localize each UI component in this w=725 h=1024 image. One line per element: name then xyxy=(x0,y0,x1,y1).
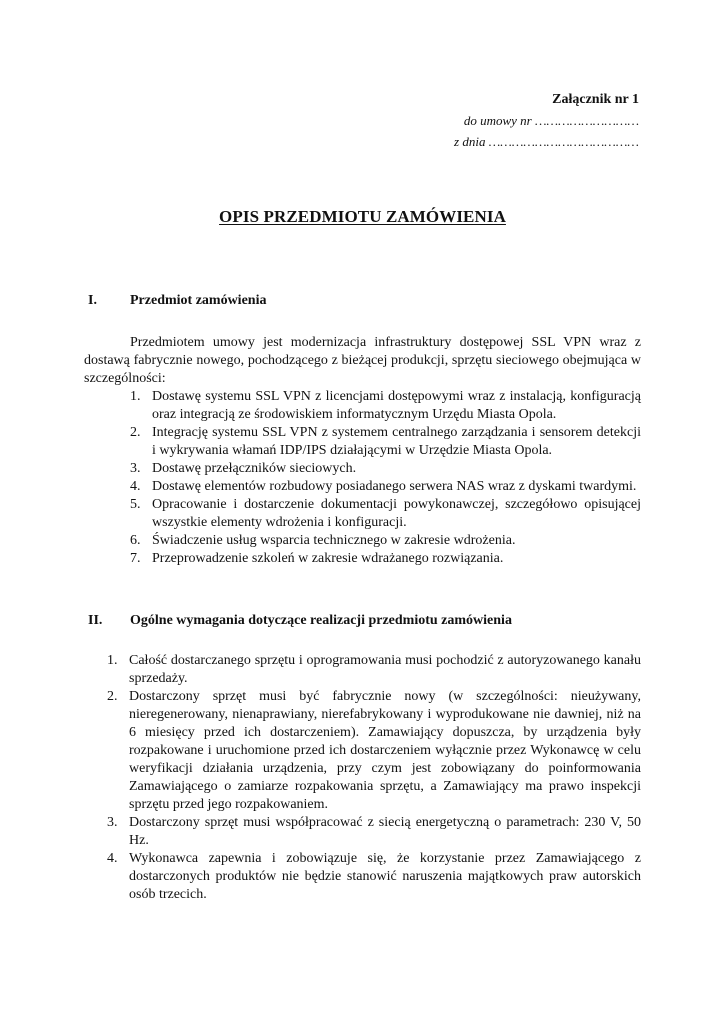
annex-contract-number: do umowy nr ……………………… xyxy=(463,113,639,128)
list-item xyxy=(130,550,641,568)
annex-title: Załącznik nr 1 xyxy=(552,92,639,107)
annex-block xyxy=(454,90,639,152)
section-2-number: II. xyxy=(88,613,103,628)
list-item-text: Dostawę systemu SSL VPN z licencjami dostępowymi wraz z instalacją, konfiguracją oraz integracją ze środowiskiem informatycznym Urzędu Miasta Opola. xyxy=(152,389,641,422)
list-item xyxy=(130,532,641,550)
list-item-text: Opracowanie i dostarczenie dokumentacji powykonawczej, szczegółowo opisującej wszystkie elementy wdrożenia i konfiguracji. xyxy=(152,497,641,530)
list-item-text: Świadczenie usług wsparcia technicznego w zakresie wdrożenia. xyxy=(152,533,516,548)
section-2-list xyxy=(107,652,641,904)
list-item-text: Całość dostarczanego sprzętu i oprogramowania musi pochodzić z autoryzowanego kanału sprzedaży. xyxy=(129,653,641,686)
list-item-text: Integrację systemu SSL VPN z systemem centralnego zarządzania i sensorem detekcji i wykrywania włamań IDP/IPS działającymi w Urzędzie Miasta Opola. xyxy=(152,425,641,458)
list-item-text: Dostarczony sprzęt musi być fabrycznie nowy (w szczególności: nieużywany, nieregenerowany, nienaprawiany, nierefabrykowany i wyprodukowane nie dawniej, niż na 6 miesięcy przed ich dostarczeniem). Zamawiający dopuszcza, by urządzenia były rozpakowane i uruchomione przed ich dostarczeniem wyłącznie przez Wykonawcę w celu weryfikacji działania urządzenia, przy czym jest zobowiązany do poinformowania Zamawiającego o zamiarze rozpakowania sprzętu, a Zamawiający ma prawo inspekcji sprzętu przed jego rozpakowaniem. xyxy=(129,689,641,812)
list-item-text: Wykonawca zapewnia i zobowiązuje się, że korzystanie przez Zamawiającego z dostarczonych produktów nie będzie stanowić naruszenia majątkowych praw autorskich osób trzecich. xyxy=(129,851,641,902)
section-1-intro: Przedmiotem umowy jest modernizacja infrastruktury dostępowej SSL VPN wraz z dostawą fabrycznie nowego, pochodzącego z bieżącej produkcji, sprzętu sieciowego obejmująca w szczególności: xyxy=(84,335,641,386)
list-item-number: 3. xyxy=(130,461,141,476)
list-item-text: Przeprowadzenie szkoleń w zakresie wdrażanego rozwiązania. xyxy=(152,551,504,566)
list-item-number: 4. xyxy=(107,851,118,866)
list-item xyxy=(130,388,641,424)
section-2-heading xyxy=(88,612,512,630)
list-item-number: 3. xyxy=(107,815,118,830)
document-title: OPIS PRZEDMIOTU ZAMÓWIENIA xyxy=(219,207,506,226)
section-1-heading xyxy=(88,292,266,310)
section-1-list xyxy=(130,388,641,568)
list-item-text: Dostawę przełączników sieciowych. xyxy=(152,461,357,476)
list-item xyxy=(130,478,641,496)
list-item-number: 1. xyxy=(130,389,141,404)
list-item-text: Dostawę elementów rozbudowy posiadanego serwera NAS wraz z dyskami twardymi. xyxy=(152,479,637,494)
list-item xyxy=(130,424,641,460)
list-item-number: 4. xyxy=(130,479,141,494)
list-item xyxy=(107,652,641,688)
list-item xyxy=(130,460,641,478)
list-item xyxy=(107,688,641,814)
list-item-number: 7. xyxy=(130,551,141,566)
list-item xyxy=(130,496,641,532)
list-item-text: Dostarczony sprzęt musi współpracować z siecią energetyczną o parametrach: 230 V, 50 Hz. xyxy=(129,815,641,848)
section-1-title: Przedmiot zamówienia xyxy=(130,293,267,308)
section-2-title: Ogólne wymagania dotyczące realizacji przedmiotu zamówienia xyxy=(130,613,512,628)
list-item-number: 2. xyxy=(130,425,141,440)
list-item-number: 2. xyxy=(107,689,118,704)
annex-date: z dnia ………………………………… xyxy=(454,134,639,149)
section-1-number: I. xyxy=(88,293,97,308)
list-item-number: 1. xyxy=(107,653,118,668)
list-item xyxy=(107,850,641,904)
list-item-number: 5. xyxy=(130,497,141,512)
document-title-wrap xyxy=(0,206,725,228)
list-item-number: 6. xyxy=(130,533,141,548)
list-item xyxy=(107,814,641,850)
